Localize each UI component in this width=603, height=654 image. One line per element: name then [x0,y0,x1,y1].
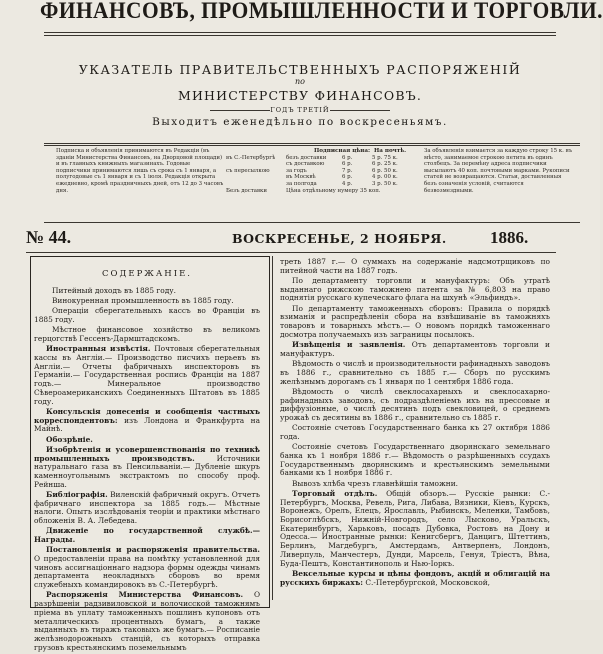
section-head: Обозрѣніе. [46,434,93,444]
contents-section [34,591,260,652]
masthead-year-label: ГОДЪ ТРЕТІЙ [270,106,330,114]
section-text: Общій обзоръ.— Русскіе рынки: С.-Петербургъ, Москва, Ревель, Рига, Либава, Вязники, Кіевъ, Курскъ, Воронежъ, Орелъ, Елецъ, Ярославль, Рыбинскъ, Меленки, Тамбовъ, Борисоглѣбскъ, Нижній-Новгородъ, село Лысково, Уральскъ, Екатеринбургъ, Харьковъ, посадъ Дубовка, Ростовъ на Дону и Одесса.— Иностранные рынки: Кенигсбергъ, Данцигъ, Штеттинъ, Берлинъ, Магдебургъ, Амстердамъ, Антверпенъ, Лондонъ, Ливерпуль, Манчестеръ, Дунди, Марсель, Генуя, Тріестъ, Вѣна, Буда-Пештъ, Константинополь и Нью-Іоркъ. [280,488,550,568]
contents-section [280,258,550,275]
price-col-post: На почтѣ. [374,148,407,154]
price-post: 4 р. 00 к. [372,174,398,181]
issue-year: 1886. [490,228,529,247]
section-text: Вѣдомость о числѣ и производительности рафинадныхъ заводовъ въ 1886 г., сравнительно съ 1885 г.— Сборъ по русскимъ желѣзнымъ дорогамъ съ 1 января по 1 сентября 1886 года. [280,359,550,386]
contents-item: Мѣстное финансовое хозяйство въ великомъ герцогствѣ Гессенъ-Дармштадскомъ. [34,325,260,343]
masthead-rule-top-2 [44,35,556,36]
section-text: Почтовыя сберегательныя кассы въ Англіи.— Производство писчихъ перьевъ въ Англіи.— Отчеты фабричныхъ инспекторовъ въ Германіи.— Государственная роспись Франціи на 1887 годъ.— Минеральное производство Сѣвероамериканскихъ Соединенныхъ Штатовъ въ 1885 году. [34,344,260,406]
price-head: Подписная цѣна: [314,148,371,154]
section-head: Движеніе по государственной службѣ.— Награды. [34,526,260,545]
price-amount: 6 р. [342,154,353,161]
price-amount: 4 р. [342,180,353,187]
info-rule-top [44,143,580,144]
section-head: Изобрѣтенія и усовершенствованія по техникѣ промышленныхъ производствъ. [34,444,260,463]
contents-section [280,570,550,587]
price-amount: 6 р. [342,161,353,168]
contents-column-right [280,258,550,589]
contents-section [280,360,550,386]
masthead-rule-top [44,32,556,33]
contents-item: Винокуренная промышленность въ 1885 году. [52,296,234,305]
info-rule-bottom [44,222,580,223]
section-head: Библіографія. [46,489,108,499]
section-text: изъ Лондона и Франкфурта на Майнѣ. [34,415,260,434]
price-post: 3 р. 50 к. [372,180,398,187]
section-text: Состояніе счетовъ Государственнаго дворянскаго земельнаго банка къ 1 ноября 1886 г.— Вѣдомость о разрѣшенныхъ ссудахъ Государственнымъ дворянскимъ и крестьянскимъ земельными банками къ 1 ноября 1886 г. [280,442,550,478]
masthead-subtitle: УКАЗАТЕЛЬ ПРАВИТЕЛЬСТВЕННЫХЪ РАСПОРЯЖЕНІЙ [78,62,522,77]
section-head: Иностранныя извѣстія. [46,344,151,354]
contents-item: Питейный доходъ въ 1885 году. [52,285,177,295]
section-text: Источники натуральнаго газа въ Пенсильваніи.— Дубленіе шкуръ каменноугольнымъ экстрактомъ по способу проф. Рейнша. [34,453,260,489]
subscription-prices [226,148,416,194]
section-text: С.-Петербургской, Московской, [365,577,490,587]
section-text: треть 1887 г.— О суммахъ на содержаніе надсмотрщиковъ по питейной части на 1887 годъ. [280,257,550,275]
contents-column [34,258,260,654]
price-row [226,181,416,188]
price-col-no: Безъ доставки [226,187,268,194]
price-row [226,161,416,168]
issue-number: № 44. [26,227,72,247]
contents-item: Операціи сберегательныхъ кассъ во Франціи въ 1885 году. [34,306,260,324]
contents-section [34,345,260,406]
price-transfer: съ пересылкою [226,167,270,174]
contents-section [34,546,260,590]
section-text: О предоставленіи права на помѣтку установленной для чиновъ ассигнаціоннаго надзора формы одежды чинамъ департамента неокладныхъ сборовъ во время служебныхъ командировокъ въ С.-Петербургѣ. [34,554,260,590]
advertising-notice: За объявленія взимается за каждую строку 15 к. въ мѣсто, занимаемое строкою петита въ одинъ столбецъ. За перемѣну адреса подписчики высылаютъ 40 коп. почтовыми марками. Рукописи статей не возвращаются. Статьи, доставленныя безъ означенія условій, считаются безвозмездными. [424,148,573,194]
contents-section [34,408,260,434]
section-text: Виленскій фабричный округъ. Отчетъ фабричнаго инспектора за 1885 годъ.— Мѣстные налоги. Опытъ изслѣдованія теоріи и практики мѣстнаго обложенія В. А. Лебедева. [34,489,260,526]
section-head: Вексельные курсы и цѣны фондовъ, акцій и облигацій на русскихъ биржахъ: [280,568,550,587]
section-head: Торговый отдѣлъ. [292,488,378,498]
info-rule-top-2 [44,145,580,146]
section-text: О разрѣшеніи радзивиловской и волочисской таможнямъ пріема въ уплату таможенныхъ пошлинъ купоновъ отъ металлическихъ процентныхъ бумагъ, а также выданныхъ въ тиражъ таковыхъ же бумагъ.— Росписаніе желѣзнодорожныхъ станцій, съ которыхъ отправка грузовъ крестьянскимъ поземельнымъ [34,590,260,652]
contents-section [34,436,260,445]
subscription-notice: Подписка и объявленія принимаются въ Редакціи (въ зданіи Министерства Финансовъ, на Дворцовой площади) и въ главныхъ книжныхъ магазинахъ. Годовые подписчики принимаются лишь съ срока съ 1 января, а полугодовые съ 1 января и съ 1 іюля. Редакція открыта ежедневно, кромѣ праздничныхъ дней, отъ 12 до 3 часовъ дня. [56,148,224,194]
column-divider [272,256,273,600]
year-rule-right [330,110,390,111]
section-head: По департаменту торговли и мануфактуръ: [292,276,491,285]
contents-section [34,527,260,544]
section-head: Распоряженія Министерства Финансовъ. [46,590,244,600]
section-text: По департаменту таможенныхъ сборовъ: Правила о порядкѣ взиманія и распредѣленія сбора на взвѣшиваніе въ таможняхъ товаровъ и товарныхъ мѣстъ.— О новомъ порядкѣ таможеннаго досмотра получаемыхъ изъ заграницы посылокъ. [280,303,550,339]
price-post: 6 р. 50 к. [372,167,398,174]
price-row [226,174,416,181]
contents-section [280,341,550,358]
section-text: Состояніе счетовъ Государственнаго банка къ 27 октября 1886 года. [280,423,550,441]
price-row [226,168,416,175]
price-label: въ Москвѣ [286,174,316,181]
single-price-row [226,188,416,195]
price-label: за годъ [286,167,307,174]
section-head: Извѣщенія и заявленія. [292,340,406,350]
section-head: Консульскія донесенія и сообщенія частныхъ корреспондентовъ: [34,406,260,425]
masthead-title: ФИНАНСОВЪ, ПРОМЫШЛЕННОСТИ И ТОРГОВЛИ. [40,0,603,23]
issue-date: ВОСКРЕСЕНЬЕ, 2 НОЯБРЯ. [232,231,447,246]
price-row [226,155,416,162]
price-post: 5 р. 75 к. [372,154,398,161]
masthead-ministry: МИНИСТЕРСТВУ ФИНАНСОВЪ. [177,88,423,103]
section-text: Вывозъ хлѣба чрезъ главнѣйшія таможни. [292,478,458,488]
price-city: въ С.-Петербургѣ [226,154,276,161]
contents-title: СОДЕРЖАНІЕ. [102,269,192,279]
price-header-row [226,148,416,155]
price-post: 6 р. 25 к. [372,161,398,168]
masthead-connector: по [295,77,305,86]
contents-section [280,305,550,340]
section-head: Постановленія и распоряженія правительства. [46,545,260,555]
price-label: безъ доставки [286,154,327,161]
section-text: Вѣдомость о числѣ свеклосахарныхъ и свеклосахарно-рафинадныхъ заводовъ, съ подраздѣленіемъ ихъ на прессовые и диффузіонные, о числѣ десятинъ подъ свекловицей, о среднемъ урожаѣ съ десятины въ 1886 г., сравнительно съ 1885 г. [280,386,550,422]
single-price: Цѣна отдѣльному нумеру 35 коп. [286,187,381,194]
price-label: съ доставкою [286,161,325,168]
contents-section [280,424,550,441]
contents-section [280,388,550,423]
masthead-frequency: Выходитъ еженедѣльно по воскресеньямъ. [152,116,448,128]
contents-section [280,443,550,478]
issue-line [0,227,600,251]
contents-section [280,480,550,489]
contents-section [34,446,260,490]
issue-rule [26,252,556,253]
contents-section [280,490,550,568]
section-text: Отъ департаментовъ торговли и мануфактуръ. [280,340,550,358]
price-label: за полгода [286,180,317,187]
contents-section [34,491,260,526]
contents-section [280,277,550,303]
price-amount: 7 р. [342,167,353,174]
section-text: Объ утратѣ выданнаго рижскою таможнею патента за № 6,803 на право поднятія русскаго купеческаго флага на шхунѣ «Эльфиндъ». [280,276,550,303]
price-amount: 6 р. [342,174,353,181]
